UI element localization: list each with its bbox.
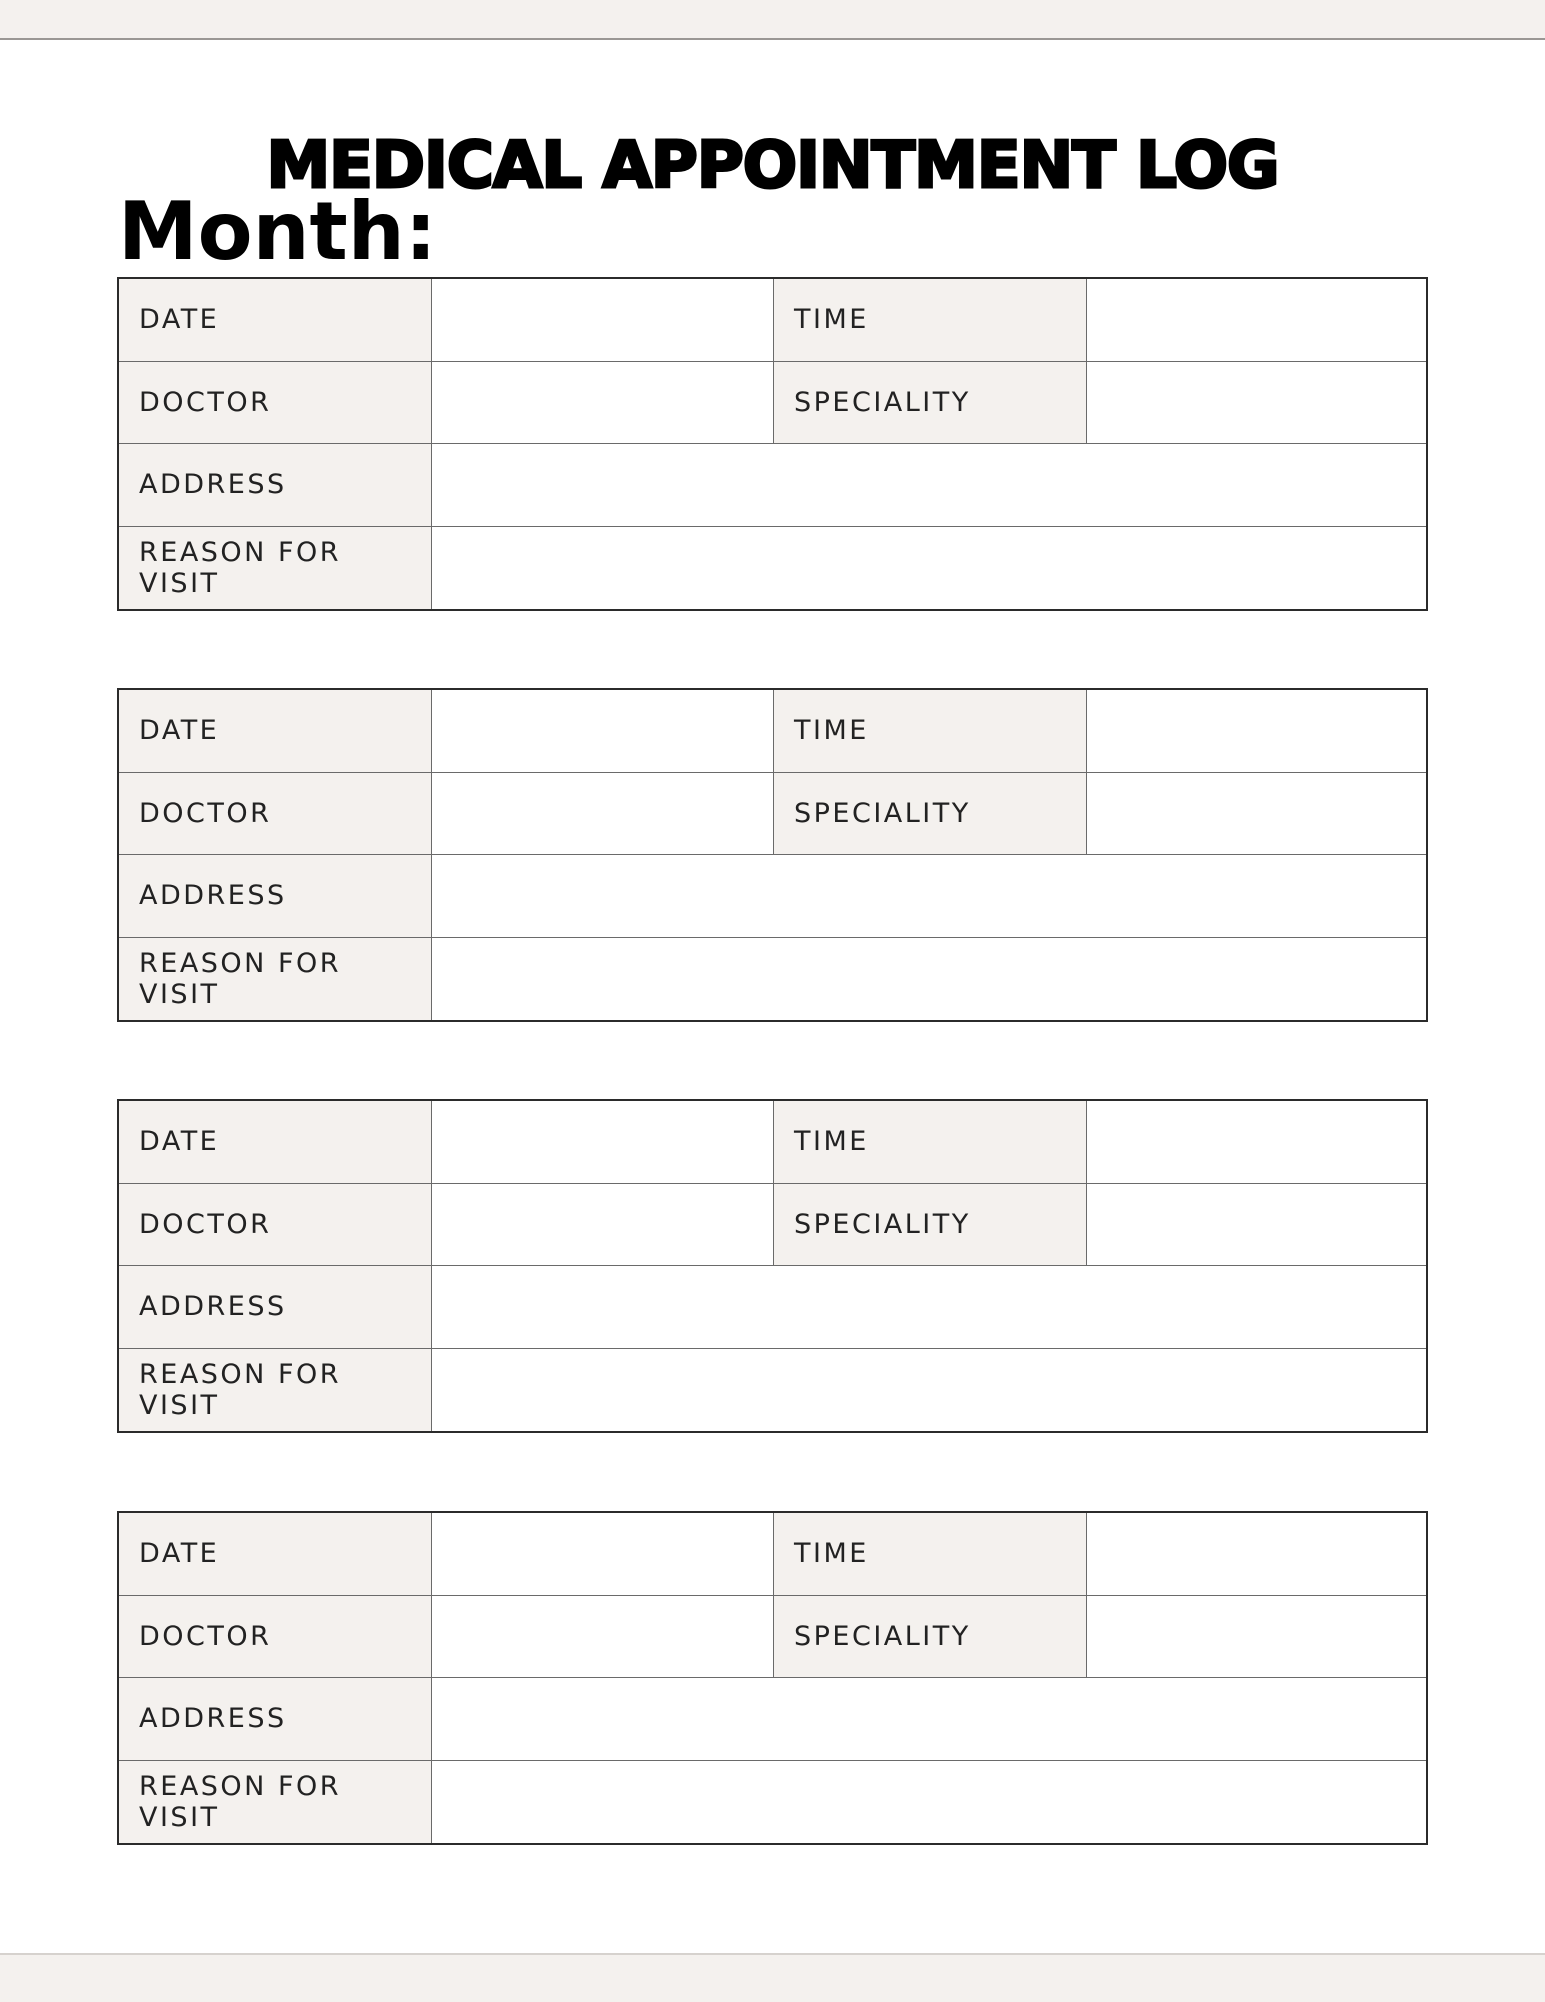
appointment-block	[117, 277, 1428, 611]
reason-field[interactable]	[432, 1349, 1426, 1432]
month-label: Month:	[118, 185, 437, 278]
reason-field[interactable]	[432, 1761, 1426, 1844]
doctor-label: DOCTOR	[119, 1184, 432, 1267]
address-field[interactable]	[432, 1266, 1426, 1349]
time-label: TIME	[774, 1101, 1087, 1184]
speciality-label: SPECIALITY	[774, 773, 1087, 856]
doctor-field[interactable]	[432, 1184, 774, 1267]
address-field[interactable]	[432, 444, 1426, 527]
doctor-label: DOCTOR	[119, 1596, 432, 1679]
date-label: DATE	[119, 1513, 432, 1596]
doctor-label: DOCTOR	[119, 362, 432, 445]
address-field[interactable]	[432, 855, 1426, 938]
appointment-block	[117, 1511, 1428, 1845]
doctor-label: DOCTOR	[119, 773, 432, 856]
time-label: TIME	[774, 1513, 1087, 1596]
date-field[interactable]	[432, 1513, 774, 1596]
speciality-label: SPECIALITY	[774, 1184, 1087, 1267]
address-label: ADDRESS	[119, 1678, 432, 1761]
time-field[interactable]	[1087, 1101, 1426, 1184]
page-title: MEDICAL APPOINTMENT LOG	[266, 128, 1279, 203]
time-field[interactable]	[1087, 690, 1426, 773]
appointment-block	[117, 1099, 1428, 1433]
time-field[interactable]	[1087, 1513, 1426, 1596]
date-label: DATE	[119, 690, 432, 773]
time-label: TIME	[774, 279, 1087, 362]
reason-field[interactable]	[432, 938, 1426, 1021]
bottom-band	[0, 1953, 1545, 2002]
reason-label: REASON FOR VISIT	[119, 527, 432, 610]
reason-label: REASON FOR VISIT	[119, 1349, 432, 1432]
address-label: ADDRESS	[119, 855, 432, 938]
time-field[interactable]	[1087, 279, 1426, 362]
speciality-field[interactable]	[1087, 362, 1426, 445]
address-label: ADDRESS	[119, 1266, 432, 1349]
address-field[interactable]	[432, 1678, 1426, 1761]
appointment-block	[117, 688, 1428, 1022]
reason-label: REASON FOR VISIT	[119, 1761, 432, 1844]
time-label: TIME	[774, 690, 1087, 773]
date-label: DATE	[119, 279, 432, 362]
doctor-field[interactable]	[432, 1596, 774, 1679]
speciality-field[interactable]	[1087, 773, 1426, 856]
speciality-field[interactable]	[1087, 1596, 1426, 1679]
top-band	[0, 0, 1545, 40]
date-field[interactable]	[432, 279, 774, 362]
speciality-label: SPECIALITY	[774, 362, 1087, 445]
date-field[interactable]	[432, 690, 774, 773]
address-label: ADDRESS	[119, 444, 432, 527]
speciality-label: SPECIALITY	[774, 1596, 1087, 1679]
speciality-field[interactable]	[1087, 1184, 1426, 1267]
date-label: DATE	[119, 1101, 432, 1184]
doctor-field[interactable]	[432, 362, 774, 445]
reason-field[interactable]	[432, 527, 1426, 610]
date-field[interactable]	[432, 1101, 774, 1184]
reason-label: REASON FOR VISIT	[119, 938, 432, 1021]
doctor-field[interactable]	[432, 773, 774, 856]
